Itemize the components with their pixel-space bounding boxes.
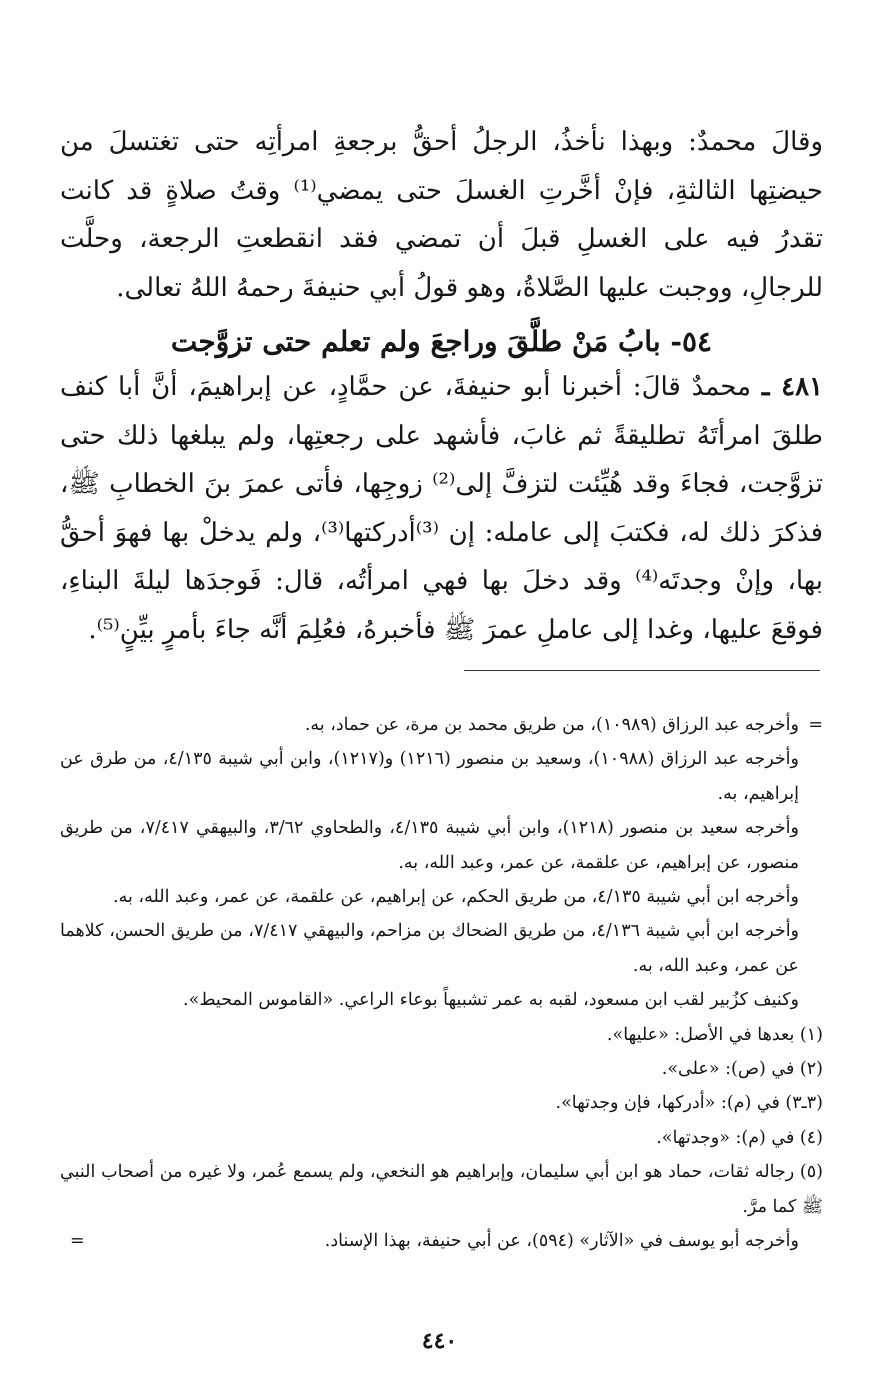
footnote-continuation-line: = وأخرجه عبد الرزاق (١٠٩٨٩)، من طريق محمد بن مرة، عن حماد، به. xyxy=(60,708,823,742)
chapter-heading: ٥٤- بابُ مَنْ طلَّقَ وراجعَ ولم تعلم حتى تزوَّجت xyxy=(170,325,713,358)
main-text-block xyxy=(60,118,823,312)
hadith-paragraph xyxy=(60,363,823,654)
footnote-continuation-line: وكنيف كزُبير لقب ابن مسعود، لقبه به عمر تشبيهاً بوعاء الراعي. «القاموس المحيط». xyxy=(183,990,799,1011)
footnote-3: (٣ـ٣) في (م): «أدركها، فإن وجدتها». xyxy=(555,1093,823,1114)
hadith-text: محمدٌ قالَ: أخبرنا أبو حنيفةَ، عن حمَّادٍ، عن إبراهيمَ، أنَّ أبا كنف طلقَ امرأتَهُ تطليقةً ثم غابَ، فأشهد على رجعتِها، ولم يبلغها ذلك حتى تزوَّجت، فجاءَ وقد هُيِّئت لتزفَّ إلى⁽²⁾ زوجِها، فأتى عمرَ بنَ الخطابِ ﷺ، فذكرَ ذلك له، فكتبَ إلى عامله: إن ⁽³⁾أدركتها⁽³⁾، ولم يدخلْ بها فهوَ أحقُّ بها، وإنْ وجدتَه⁽⁴⁾ وقد دخلَ بها فهي امرأتُه، قال: فَوجدَها ليلةَ البناءِ، فوقعَ عليها، وغدا إلى عاملِ عمرَ ﷺ فأخبرهُ، فعُلِمَ أنَّه جاءَ بأمرٍ بيِّنٍ⁽⁵⁾. xyxy=(60,372,823,645)
closing-paragraph: وقالَ محمدٌ: وبهذا نأخذُ، الرجلُ أحقُّ برجعةِ امرأتِه حتى تغتسلَ من حيضتِها الثالثةِ، فإنْ أخَّرتِ الغسلَ حتى يمضي⁽¹⁾ وقتُ صلاةٍ قد كانت تقدرُ فيه على الغسلِ قبلَ أن تمضي فقد انقطعتِ الرجعة، وحلَّت للرجالِ، ووجبت عليها الصَّلاةُ، وهو قولُ أبي حنيفةَ رحمهُ اللهُ تعالى. xyxy=(60,127,823,303)
footnote-continuation-line: وأخرجه سعيد بن منصور (١٢١٨)، وابن أبي شيبة ٤/١٣٥، والطحاوي ٣/٦٢، والبيهقي ٧/٤١٧، من طريق منصور، عن إبراهيم، عن علقمة، عن عمر، وعبد الله، به. xyxy=(60,818,799,873)
footnotes-block xyxy=(60,708,823,1259)
footnote-4: (٤) في (م): «وجدتها». xyxy=(656,1127,823,1148)
hadith-block xyxy=(60,363,823,654)
continuation-marker: = xyxy=(808,715,823,735)
footnote-5: (٥) رجاله ثقات، حماد هو ابن أبي سليمان، وإبراهيم هو النخعي، ولم يسمع عُمر، ولا غيره من أصحاب النبي ﷺ كما مرَّ. xyxy=(60,1162,823,1217)
footnote-continuation-line: وأخرجه عبد الرزاق (١٠٩٨٨)، وسعيد بن منصور (١٢١٦) و(١٢١٧)، وابن أبي شيبة ٤/١٣٥، من طرق عن إبراهيم، به. xyxy=(60,749,799,804)
footnote-1: (١) بعدها في الأصل: «عليها». xyxy=(606,1024,823,1045)
page-number: ٤٤٠ xyxy=(421,1328,458,1354)
footnote-2: (٢) في (ص): «على». xyxy=(661,1059,823,1080)
footnote-separator xyxy=(464,670,820,671)
footnote-continuation-line: وأخرجه ابن أبي شيبة ٤/١٣٦، من طريق الضحاك بن مزاحم، والبيهقي ٧/٤١٧، من طريق الحسن، كلاهما عن عمر، وعبد الله، به. xyxy=(60,921,800,976)
footnote-continuation-line: وأخرجه ابن أبي شيبة ٤/١٣٥، من طريق الحكم، عن إبراهيم، عن علقمة، عن عمر، وعبد الله، به. xyxy=(113,887,799,908)
hadith-number: ٤٨١ ـ xyxy=(761,372,824,402)
next-page-marker: = xyxy=(70,1231,85,1252)
footnote-last-line: وأخرجه أبو يوسف في «الآثار» (٥٩٤)، عن أبي حنيفة، بهذا الإسناد. = xyxy=(60,1224,823,1258)
